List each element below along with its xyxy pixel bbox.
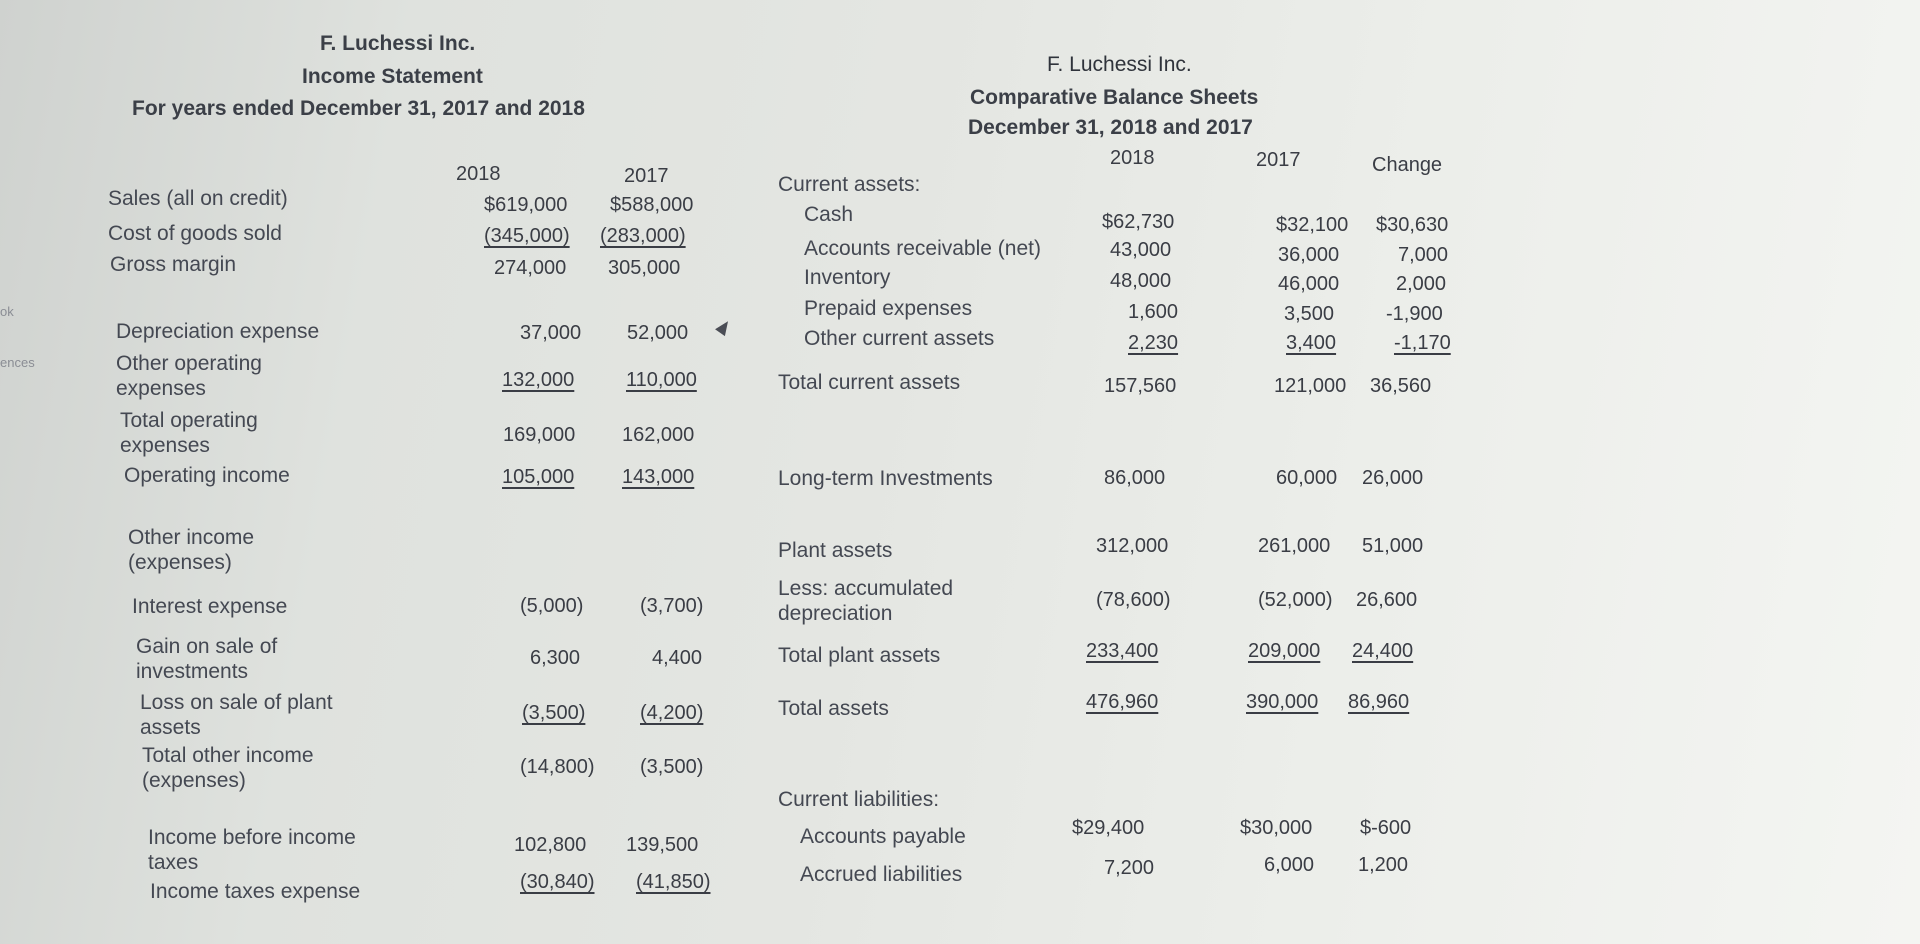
bs-value-2018: 43,000 [1110,239,1172,261]
bs-value-2017: $32,100 [1276,214,1349,236]
bs-value-2017: 3,500 [1284,303,1335,325]
bs-value-2018: 476,960 [1086,691,1159,713]
bs-value-2017: $30,000 [1240,817,1313,839]
bs-value-2018: 233,400 [1086,640,1159,662]
is-value-2017: (283,000) [600,225,686,247]
bs-section-label: Current liabilities: [778,788,940,811]
bs-row-label: Other current assets [804,327,995,350]
is-value-2018: (30,840) [520,871,595,893]
bs-section-label: Current assets: [778,173,921,196]
is-col-2017: 2017 [624,165,669,187]
is-value-2017: (3,700) [640,595,704,617]
bs-row-label: Accounts payable [800,825,966,848]
bs-value-change: 51,000 [1362,535,1424,557]
bs-value-2018: 2,230 [1128,332,1179,354]
bs-row-label: Total assets [778,697,889,720]
bs-value-2017: 36,000 [1278,244,1340,266]
bs-value-2018: (78,600) [1096,589,1171,611]
is-value-2017: 143,000 [622,466,695,488]
bs-row-label: Cash [804,203,854,226]
bs-row-label: Accounts receivable (net) [804,237,1041,260]
bs-value-2018: $62,730 [1102,211,1175,233]
is-value-2017: (3,500) [640,756,704,778]
bs-value-change: 36,560 [1370,375,1432,397]
is-value-2017: 4,400 [652,647,703,669]
is-value-2017: 305,000 [608,257,681,279]
bs-row-label: Total current assets [778,371,961,394]
bs-value-change: 26,600 [1356,589,1418,611]
bs-value-change: 1,200 [1358,854,1409,876]
bs-value-2018: 312,000 [1096,535,1169,557]
is-value-2018: 169,000 [503,424,576,446]
is-row-label: Gain on sale of investments [136,635,278,683]
bs-col-change: Change [1372,154,1443,176]
is-value-2018: (3,500) [522,702,586,724]
is-row-label: Loss on sale of plant assets [140,691,333,739]
bs-col-2017: 2017 [1256,149,1301,171]
bs-value-2018: 7,200 [1104,857,1155,879]
is-title: Income Statement [302,65,483,88]
is-row-label: Gross margin [110,253,237,276]
is-row-label: Income taxes expense [150,880,361,903]
bs-value-2017: (52,000) [1258,589,1333,611]
is-value-2018: (14,800) [520,756,595,778]
is-row-label: Other operating expenses [116,352,262,400]
bs-value-change: 7,000 [1398,244,1449,266]
is-period: For years ended December 31, 2017 and 2018 [132,97,585,120]
bs-row-label: Plant assets [778,539,893,562]
is-row-label: Total other income (expenses) [142,744,314,792]
is-row-label: Income before income taxes [148,826,356,874]
bs-title: Comparative Balance Sheets [970,86,1259,109]
bs-row-label: Total plant assets [778,644,941,667]
bs-row-label: Accrued liabilities [800,863,963,886]
bs-period: December 31, 2018 and 2017 [968,116,1253,139]
bs-value-2017: 60,000 [1276,467,1338,489]
is-value-2018: 6,300 [530,647,581,669]
is-value-2018: 274,000 [494,257,567,279]
is-value-2017: (4,200) [640,702,704,724]
bs-value-change: 26,000 [1362,467,1424,489]
is-row-label: Operating income [124,464,290,487]
is-value-2018: 102,800 [514,834,587,856]
is-value-2018: 105,000 [502,466,575,488]
bs-value-change: 86,960 [1348,691,1410,713]
is-value-2017: 139,500 [626,834,699,856]
bs-value-change: $30,630 [1376,214,1449,236]
is-value-2017: 162,000 [622,424,695,446]
sidebar-fragment-ok: ok [0,304,14,319]
is-value-2018: (5,000) [520,595,584,617]
cursor-arrow-icon [715,318,733,336]
bs-value-2017: 121,000 [1274,375,1347,397]
bs-value-2018: 86,000 [1104,467,1166,489]
bs-company: F. Luchessi Inc. [1047,53,1192,76]
bs-value-2017: 3,400 [1286,332,1337,354]
bs-value-2017: 261,000 [1258,535,1331,557]
is-value-2017: $588,000 [610,194,694,216]
is-row-label: Sales (all on credit) [108,187,288,210]
bs-row-label: Long-term Investments [778,467,993,490]
is-row-label: Depreciation expense [116,320,320,343]
is-section-label: Other income (expenses) [128,526,255,574]
bs-value-2017: 46,000 [1278,273,1340,295]
is-company: F. Luchessi Inc. [320,32,476,55]
is-value-2018: 37,000 [520,322,582,344]
bs-value-change: 2,000 [1396,273,1447,295]
is-row-label: Cost of goods sold [108,222,282,245]
bs-value-change: $-600 [1360,817,1412,839]
is-col-2018: 2018 [456,163,501,185]
bs-row-label: Less: accumulated depreciation [778,577,954,625]
bs-row-label: Inventory [804,266,891,289]
is-value-2018: (345,000) [484,225,570,247]
is-value-2017: (41,850) [636,871,711,893]
bs-value-change: 24,400 [1352,640,1414,662]
is-row-label: Interest expense [132,595,288,618]
bs-value-change: -1,170 [1394,332,1451,354]
bs-col-2018: 2018 [1110,147,1155,169]
is-value-2017: 110,000 [626,369,697,391]
is-value-2017: 52,000 [627,322,689,344]
sidebar-fragment-ences: ences [0,355,35,370]
bs-value-change: -1,900 [1386,303,1443,325]
bs-value-2018: 157,560 [1104,375,1177,397]
bs-value-2017: 6,000 [1264,854,1315,876]
is-row-label: Total operating expenses [120,409,258,457]
bs-value-2017: 209,000 [1248,640,1321,662]
is-value-2018: 132,000 [502,369,575,391]
bs-value-2018: 1,600 [1128,301,1179,323]
is-value-2018: $619,000 [484,194,568,216]
bs-row-label: Prepaid expenses [804,297,973,320]
bs-value-2017: 390,000 [1246,691,1319,713]
bs-value-2018: 48,000 [1110,270,1172,292]
bs-value-2018: $29,400 [1072,817,1145,839]
